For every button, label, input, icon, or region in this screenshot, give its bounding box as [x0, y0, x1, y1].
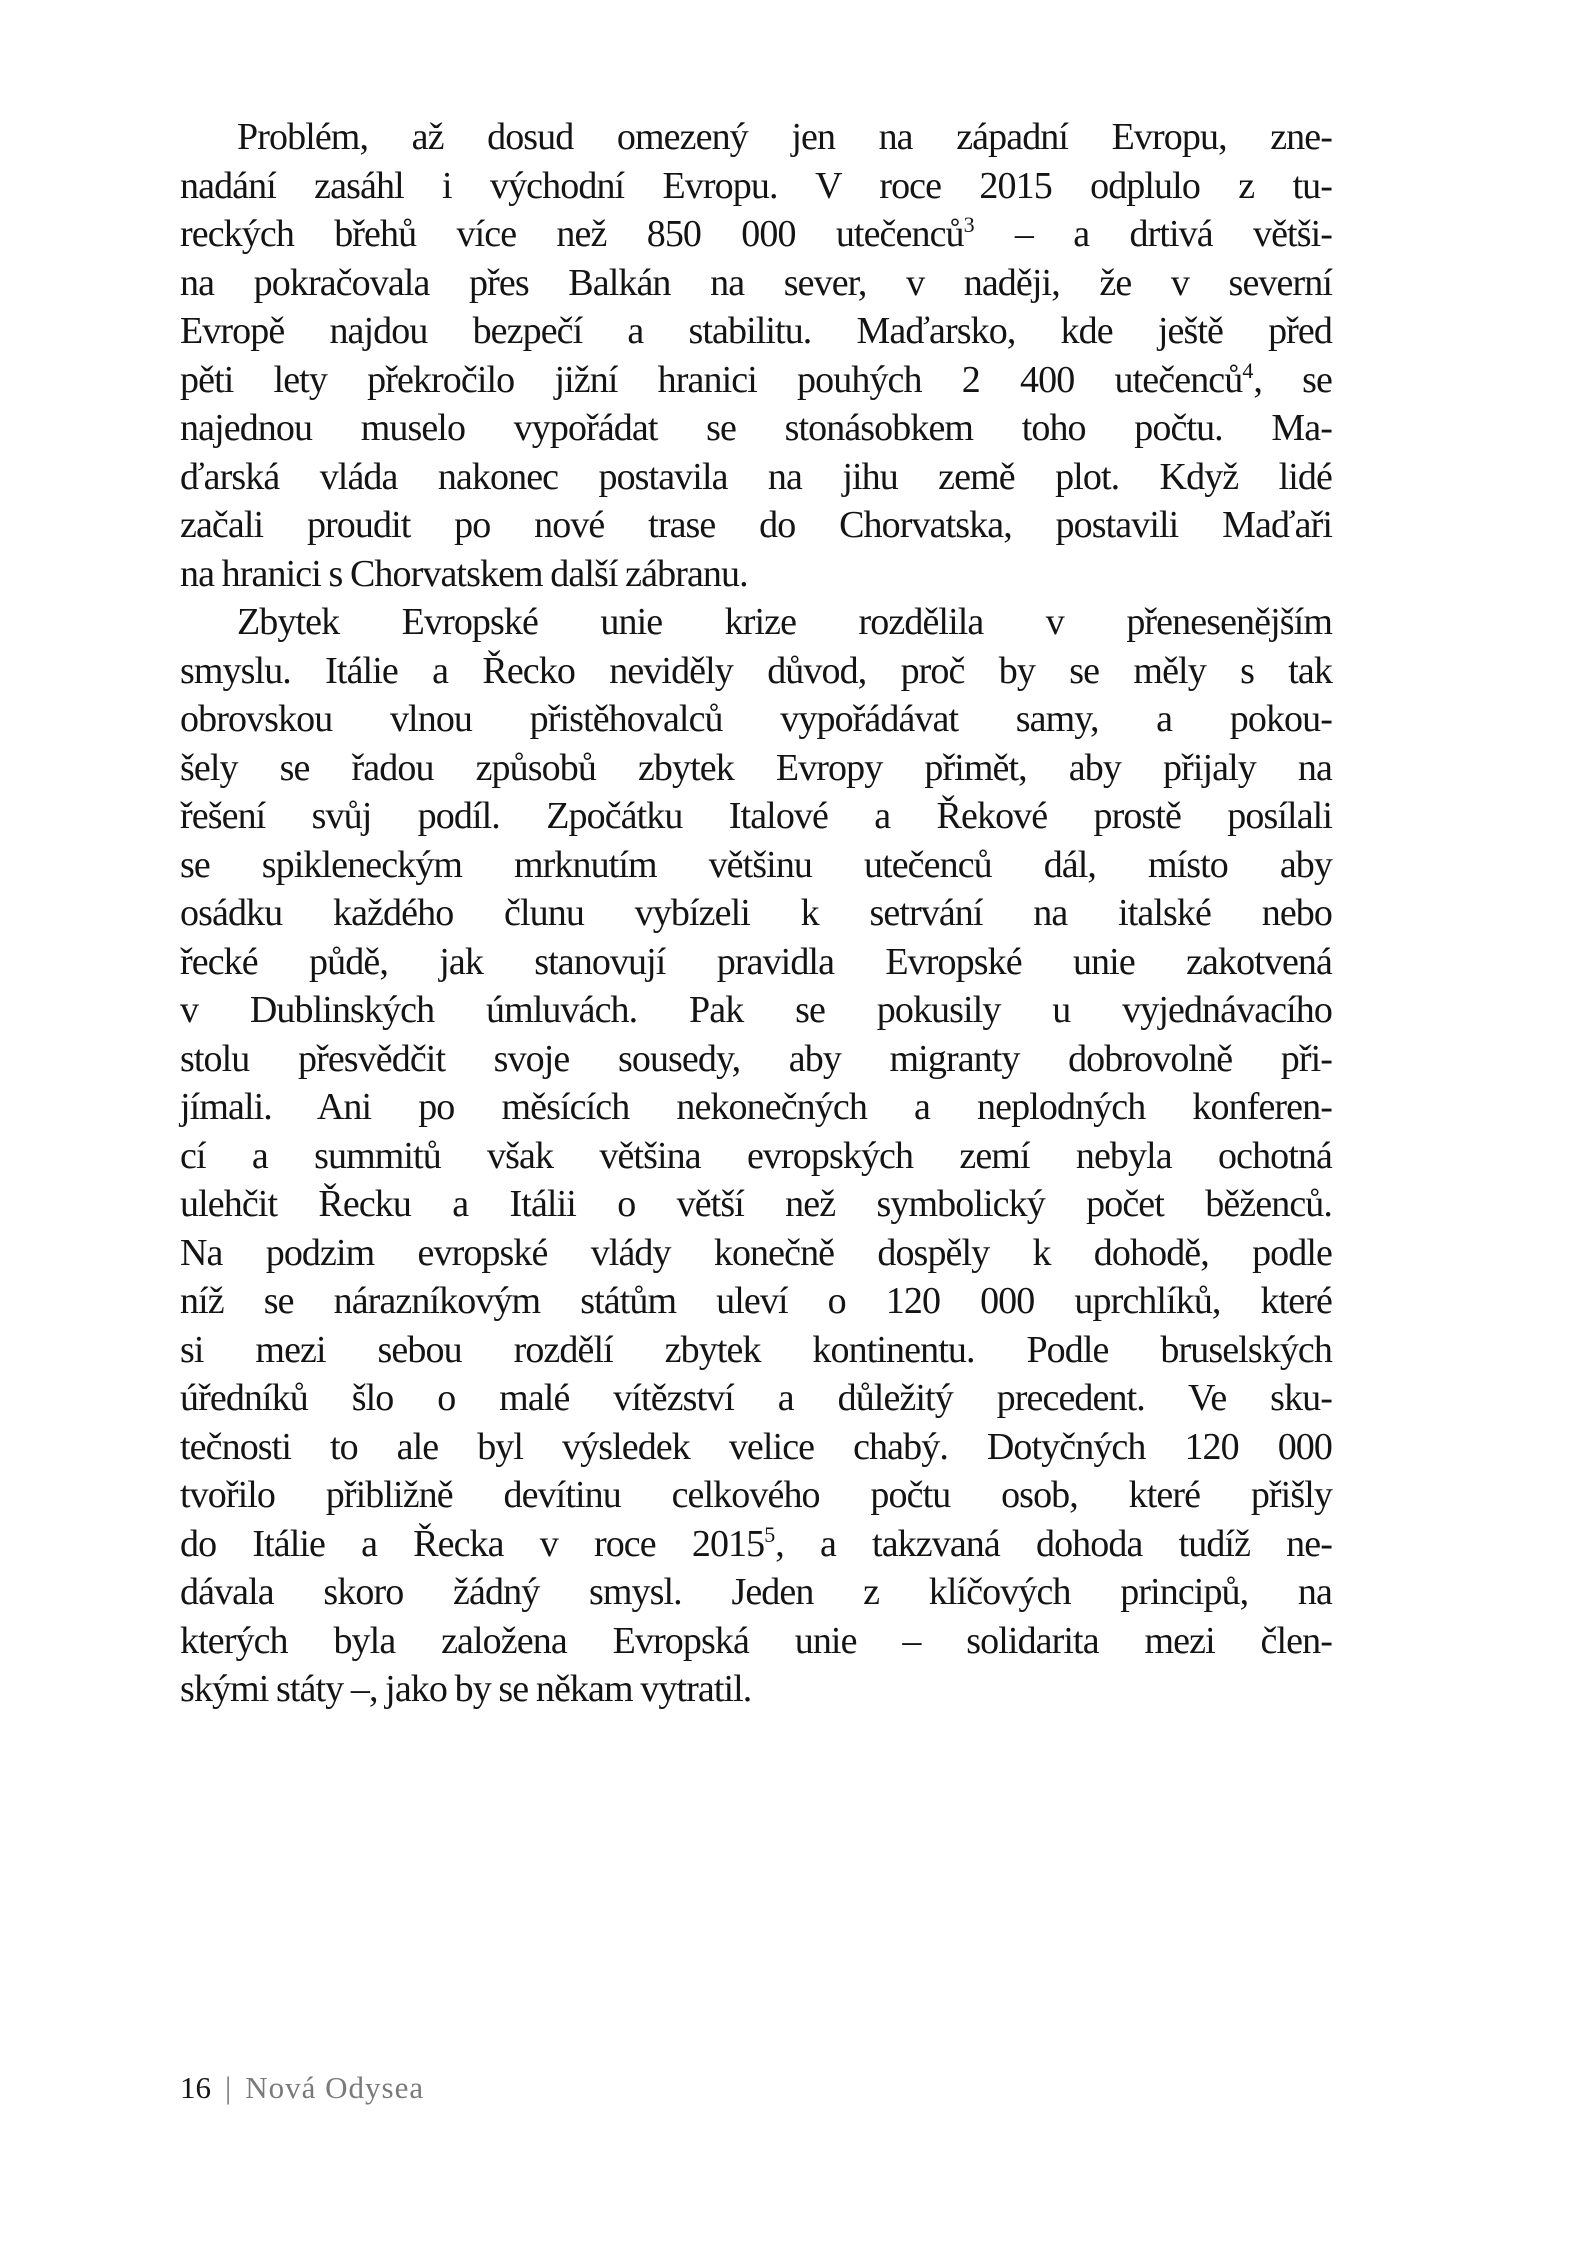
- text-line-content: [180, 1035, 1332, 1084]
- paragraph: [180, 113, 1332, 598]
- text-line: [180, 1568, 1332, 1617]
- text-segment: tečnosti to ale byl výsledek velice chabý. Dotyčných 120 000: [180, 1425, 1332, 1468]
- text-line: [180, 1083, 1332, 1132]
- text-segment: Evropě najdou bezpečí a stabilitu. Maďarsko, kde ještě před: [180, 310, 1332, 352]
- text-line-content: [180, 1617, 1332, 1666]
- text-line-content: [180, 113, 1332, 162]
- text-line-content: [180, 938, 1332, 987]
- text-segment: řecké půdě, jak stanovují pravidla Evropské unie zakotvená: [180, 940, 1332, 983]
- text-segment: šely se řadou způsobů zbytek Evropy přimět, aby přijaly na: [180, 746, 1332, 789]
- text-segment: , a takzvaná dohoda tudíž ne-: [775, 1522, 1332, 1565]
- text-segment: na pokračovala přes Balkán na sever, v naději, že v severní: [180, 261, 1332, 304]
- text-segment: reckých břehů více než 850 000 utečenců: [180, 213, 964, 255]
- text-segment: Na podzim evropské vlády konečně dospěly k dohodě, podle: [180, 1231, 1332, 1274]
- page-footer: [180, 2068, 424, 2108]
- text-line: [180, 986, 1332, 1035]
- text-segment: Zbytek Evropské unie krize rozdělila v přenesenějším: [237, 601, 1332, 643]
- text-line: [180, 1035, 1332, 1084]
- text-segment: ďarská vláda nakonec postavila na jihu země plot. Když lidé: [180, 455, 1332, 498]
- text-segment: jímali. Ani po měsících nekonečných a neplodných konferen-: [180, 1086, 1332, 1128]
- text-line-content: [180, 1423, 1332, 1472]
- text-line-content: [180, 550, 1332, 599]
- text-segment: ulehčit Řecku a Itálii o větší než symbolický počet běženců.: [180, 1183, 1332, 1225]
- text-segment: na hranici s Chorvatskem další zábranu.: [180, 552, 748, 595]
- text-line-content: [180, 1665, 1332, 1714]
- text-line-content: [180, 1229, 1332, 1278]
- text-line-content: [180, 404, 1332, 453]
- text-line: [180, 1326, 1332, 1375]
- text-line-content: [180, 1471, 1332, 1520]
- text-line: [180, 744, 1332, 793]
- text-segment: Problém, až dosud omezený jen na západní Evropu, zne-: [237, 116, 1332, 158]
- text-line-content: [180, 889, 1332, 938]
- text-line: [180, 1471, 1332, 1520]
- text-line: [180, 1520, 1332, 1569]
- text-segment: cí a summitů však většina evropských zemí nebyla ochotná: [180, 1134, 1332, 1177]
- text-line-content: [180, 162, 1332, 211]
- text-segment: pěti lety překročilo jižní hranici pouhých 2 400 utečenců: [180, 358, 1243, 401]
- book-title: Nová Odysea: [245, 2070, 425, 2105]
- text-line-content: [180, 1374, 1332, 1423]
- text-line: [180, 598, 1332, 647]
- text-line: [180, 1423, 1332, 1472]
- text-line-content: [180, 598, 1332, 647]
- footer-separator: |: [225, 2070, 232, 2105]
- text-line: [180, 550, 1332, 599]
- text-line-content: [180, 792, 1332, 841]
- text-segment: níž se nárazníkovým státům uleví o 120 000 uprchlíků, které: [180, 1280, 1332, 1322]
- text-line-content: [180, 695, 1332, 744]
- text-line-content: [180, 744, 1332, 793]
- text-line: [180, 889, 1332, 938]
- text-segment: obrovskou vlnou přistěhovalců vypořádávat samy, a pokou-: [180, 698, 1332, 740]
- text-line-content: [180, 1277, 1332, 1326]
- text-segment: kterých byla založena Evropská unie – solidarita mezi člen-: [180, 1619, 1332, 1662]
- text-line-content: [180, 259, 1332, 308]
- body-text: [180, 113, 1332, 1714]
- text-line: [180, 162, 1332, 211]
- text-line-content: [180, 501, 1332, 550]
- paragraph: [180, 598, 1332, 1714]
- text-line-content: [180, 647, 1332, 696]
- text-line-content: [180, 986, 1332, 1035]
- text-line: [180, 1617, 1332, 1666]
- page-number: 16: [180, 2070, 211, 2105]
- text-segment: dávala skoro žádný smysl. Jeden z klíčových principů, na: [180, 1571, 1332, 1613]
- text-segment: najednou muselo vypořádat se stonásobkem toho počtu. Ma-: [180, 407, 1332, 449]
- text-segment: do Itálie a Řecka v roce 2015: [180, 1522, 765, 1565]
- text-segment: osádku každého člunu vybízeli k setrvání na italské nebo: [180, 892, 1332, 934]
- text-line-content: [180, 1568, 1332, 1617]
- text-line: [180, 356, 1332, 405]
- text-line-content: [180, 453, 1332, 502]
- text-line-content: [180, 1083, 1332, 1132]
- text-line: [180, 113, 1332, 162]
- text-line: [180, 695, 1332, 744]
- text-line: [180, 1229, 1332, 1278]
- text-line-content: [180, 1180, 1332, 1229]
- text-segment: tvořilo přibližně devítinu celkového počtu osob, které přišly: [180, 1474, 1332, 1516]
- text-segment: v Dublinských úmluvách. Pak se pokusily u vyjednávacího: [180, 989, 1332, 1031]
- text-line: [180, 792, 1332, 841]
- text-line-content: [180, 1326, 1332, 1375]
- text-line: [180, 501, 1332, 550]
- text-segment: stolu přesvědčit svoje sousedy, aby migranty dobrovolně při-: [180, 1037, 1332, 1080]
- text-line: [180, 404, 1332, 453]
- text-line-content: [180, 1520, 1332, 1569]
- text-line: [180, 1665, 1332, 1714]
- text-line-content: [180, 307, 1332, 356]
- footnote-reference: 5: [764, 1521, 776, 1547]
- text-segment: smyslu. Itálie a Řecko neviděly důvod, proč by se měly s tak: [180, 649, 1332, 692]
- text-line: [180, 307, 1332, 356]
- text-line: [180, 453, 1332, 502]
- text-line: [180, 647, 1332, 696]
- text-segment: se spikleneckým mrknutím většinu utečenců dál, místo aby: [180, 843, 1332, 886]
- text-line: [180, 259, 1332, 308]
- footnote-reference: 4: [1242, 357, 1254, 383]
- text-line: [180, 1132, 1332, 1181]
- text-line: [180, 210, 1332, 259]
- text-segment: , se: [1253, 358, 1333, 401]
- text-line: [180, 1277, 1332, 1326]
- text-segment: nadání zasáhl i východní Evropu. V roce 2015 odplulo z tu-: [180, 164, 1332, 207]
- text-line: [180, 1180, 1332, 1229]
- text-line-content: [180, 210, 1332, 259]
- text-segment: – a drtivá větši-: [974, 213, 1333, 255]
- text-segment: úředníků šlo o malé vítězství a důležitý precedent. Ve sku-: [180, 1377, 1332, 1419]
- footnote-reference: 3: [963, 212, 975, 237]
- text-line: [180, 938, 1332, 987]
- text-segment: začali proudit po nové trase do Chorvatska, postavili Maďaři: [180, 504, 1332, 546]
- text-line-content: [180, 1132, 1332, 1181]
- text-segment: si mezi sebou rozdělí zbytek kontinentu. Podle bruselských: [180, 1328, 1332, 1371]
- text-segment: skými státy –, jako by se někam vytratil.: [180, 1668, 752, 1710]
- text-line: [180, 1374, 1332, 1423]
- text-segment: řešení svůj podíl. Zpočátku Italové a Řekové prostě posílali: [180, 795, 1332, 837]
- text-line-content: [180, 356, 1332, 405]
- text-line-content: [180, 841, 1332, 890]
- text-line: [180, 841, 1332, 890]
